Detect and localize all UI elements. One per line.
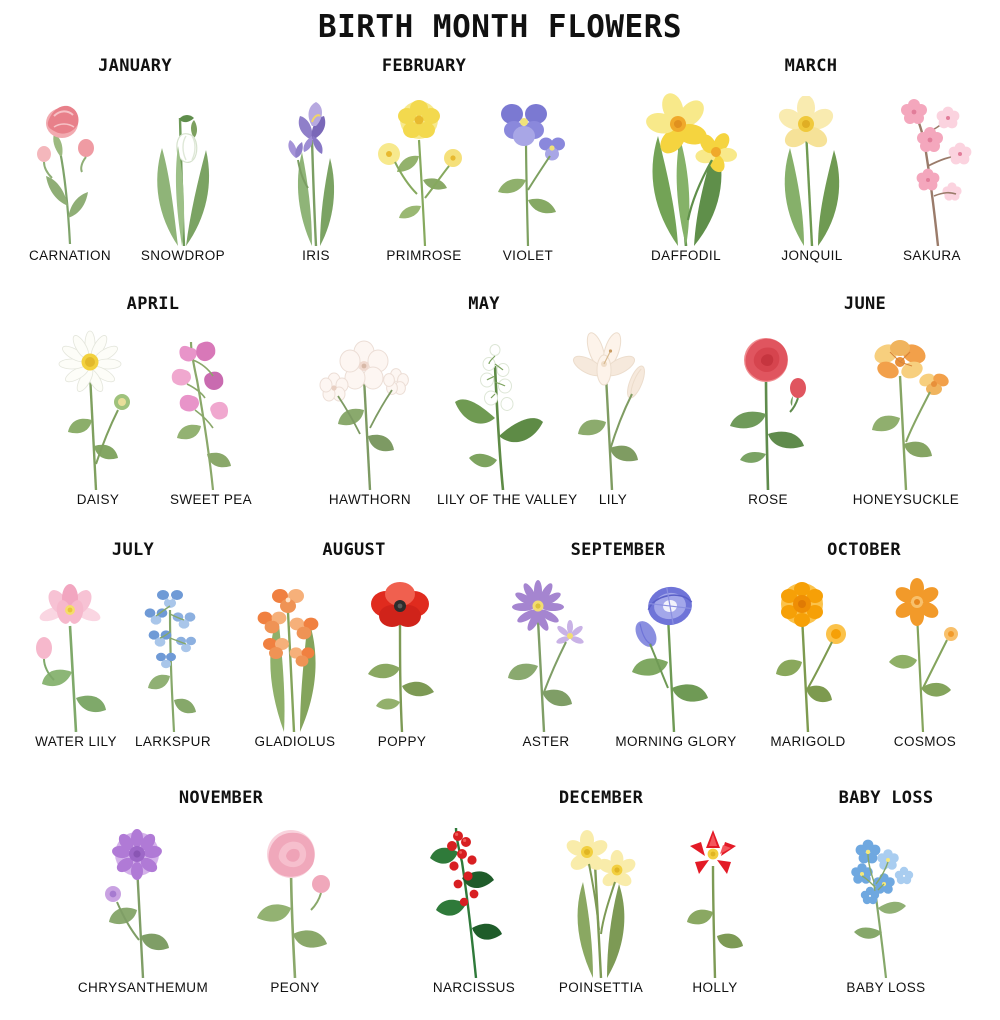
flower-cell-gladiolus[interactable]: [238, 576, 352, 749]
flower-cell-primrose[interactable]: [369, 96, 479, 263]
aster-flower-illustration: [486, 576, 606, 732]
gladiolus-flower-illustration: [238, 576, 352, 732]
month-heading: APRIL: [126, 294, 180, 314]
flower-cell-violet[interactable]: [478, 96, 578, 263]
water-lily-flower-illustration: [18, 576, 134, 732]
flower-cell-poinsettia[interactable]: [545, 826, 657, 995]
flower-cell-daisy[interactable]: [38, 330, 158, 507]
month-heading: MAY: [468, 294, 500, 314]
flower-caption: VIOLET: [502, 248, 554, 263]
flower-cell-daffodil[interactable]: [620, 90, 752, 263]
snowdrop-flower-illustration: [128, 96, 238, 246]
flower-caption: HONEYSUCKLE: [852, 492, 960, 507]
forget-me-not-flower-illustration: [826, 826, 946, 978]
carnation-flower-illustration: [10, 96, 130, 246]
hawthorn-flower-illustration: [312, 336, 428, 490]
narcissus-flower-illustration: [414, 818, 534, 978]
flower-caption: DAISY: [76, 492, 120, 507]
flower-cell-narcissus[interactable]: [414, 818, 534, 995]
flower-caption: MARIGOLD: [770, 734, 846, 749]
daisy-flower-illustration: [38, 330, 158, 490]
flower-caption: CHRYSANTHEMUM: [77, 980, 209, 995]
month-heading: NOVEMBER: [178, 788, 264, 808]
rose-flower-illustration: [710, 330, 826, 490]
flower-caption: POPPY: [377, 734, 427, 749]
poppy-flower-illustration: [348, 576, 456, 732]
month-heading: SEPTEMBER: [570, 540, 666, 560]
chrysanthemum-flower-illustration: [73, 826, 213, 978]
morning-glory-flower-illustration: [612, 576, 740, 732]
month-heading: OCTOBER: [827, 540, 901, 560]
flower-cell-poppy[interactable]: [348, 576, 456, 749]
flower-caption: POINSETTIA: [558, 980, 644, 995]
flower-caption: SWEET PEA: [169, 492, 253, 507]
flower-cell-water-lily[interactable]: [18, 576, 134, 749]
flower-caption: ASTER: [522, 734, 570, 749]
month-heading: JUNE: [843, 294, 887, 314]
flower-cell-sweet-pea[interactable]: [151, 330, 271, 507]
flower-caption: WATER LILY: [35, 734, 117, 749]
lily-of-the-valley-illustration: [437, 330, 571, 490]
flower-cell-peony[interactable]: [235, 826, 355, 995]
flower-grid: [0, 44, 1000, 1020]
peony-flower-illustration: [235, 826, 355, 978]
flower-caption: MORNING GLORY: [615, 734, 737, 749]
sweet-pea-flower-illustration: [151, 330, 271, 490]
flower-cell-lily[interactable]: [558, 330, 668, 507]
flower-caption: LILY OF THE VALLEY: [437, 492, 578, 507]
month-row-3: [0, 532, 1000, 780]
flower-cell-larkspur[interactable]: [126, 576, 220, 749]
flower-caption: PEONY: [270, 980, 320, 995]
lily-flower-illustration: [558, 330, 668, 490]
month-heading: AUGUST: [322, 540, 386, 560]
flower-cell-jonquil[interactable]: [756, 96, 868, 263]
flower-caption: SAKURA: [903, 248, 961, 263]
flower-cell-iris[interactable]: [266, 96, 366, 263]
flower-cell-aster[interactable]: [486, 576, 606, 749]
month-heading: FEBRUARY: [381, 56, 467, 76]
violet-flower-illustration: [478, 96, 578, 246]
daffodil-flower-illustration: [620, 90, 752, 246]
iris-flower-illustration: [266, 96, 366, 246]
flower-cell-cosmos[interactable]: [869, 576, 981, 749]
month-headings-row-3: [0, 540, 1000, 564]
month-heading: BABY LOSS: [838, 788, 934, 808]
flower-cell-lily-of-the-valley[interactable]: [437, 330, 578, 507]
flower-caption: GLADIOLUS: [254, 734, 336, 749]
flower-cell-carnation[interactable]: [10, 96, 130, 263]
flower-caption: DAFFODIL: [651, 248, 721, 263]
flower-caption: HOLLY: [692, 980, 738, 995]
flower-caption: PRIMROSE: [386, 248, 462, 263]
larkspur-flower-illustration: [126, 576, 220, 732]
flower-caption: LILY: [598, 492, 628, 507]
flower-caption: CARNATION: [28, 248, 112, 263]
jonquil-flower-illustration: [756, 96, 868, 246]
flower-cell-honeysuckle[interactable]: [846, 330, 966, 507]
flower-caption: COSMOS: [893, 734, 957, 749]
flower-caption: JONQUIL: [781, 248, 843, 263]
month-row-2: [0, 284, 1000, 532]
flower-cell-morning-glory[interactable]: [612, 576, 740, 749]
flower-cell-snowdrop[interactable]: [128, 96, 238, 263]
month-row-1: [0, 44, 1000, 284]
flower-cell-holly[interactable]: [661, 826, 769, 995]
flower-cell-chrysanthemum[interactable]: [73, 826, 213, 995]
flower-cell-hawthorn[interactable]: [312, 336, 428, 507]
month-heading: MARCH: [784, 56, 838, 76]
flower-caption: HAWTHORN: [328, 492, 412, 507]
holly-flower-illustration: [661, 826, 769, 978]
flower-cell-sakura[interactable]: [876, 96, 988, 263]
month-headings-row-1: [0, 56, 1000, 80]
poinsettia-flower-illustration: [545, 826, 657, 978]
page-title: BIRTH MONTH FLOWERS: [317, 9, 683, 45]
flower-caption: NARCISSUS: [432, 980, 516, 995]
flower-caption: IRIS: [302, 248, 330, 263]
month-headings-row-4: [0, 788, 1000, 812]
month-headings-row-2: [0, 294, 1000, 318]
flower-cell-marigold[interactable]: [752, 576, 864, 749]
month-row-4: [0, 780, 1000, 1020]
month-heading: DECEMBER: [558, 788, 644, 808]
marigold-flower-illustration: [752, 576, 864, 732]
month-heading: JANUARY: [98, 56, 172, 76]
flower-caption: ROSE: [748, 492, 788, 507]
flower-cell-baby-loss[interactable]: [826, 826, 946, 995]
month-heading: JULY: [111, 540, 155, 560]
flower-cell-rose[interactable]: [710, 330, 826, 507]
honeysuckle-flower-illustration: [846, 330, 966, 490]
flower-caption: LARKSPUR: [135, 734, 211, 749]
flower-caption: SNOWDROP: [140, 248, 226, 263]
flower-caption: BABY LOSS: [846, 980, 926, 995]
primrose-flower-illustration: [369, 96, 479, 246]
cosmos-flower-illustration: [869, 576, 981, 732]
sakura-branch-illustration: [876, 96, 988, 246]
